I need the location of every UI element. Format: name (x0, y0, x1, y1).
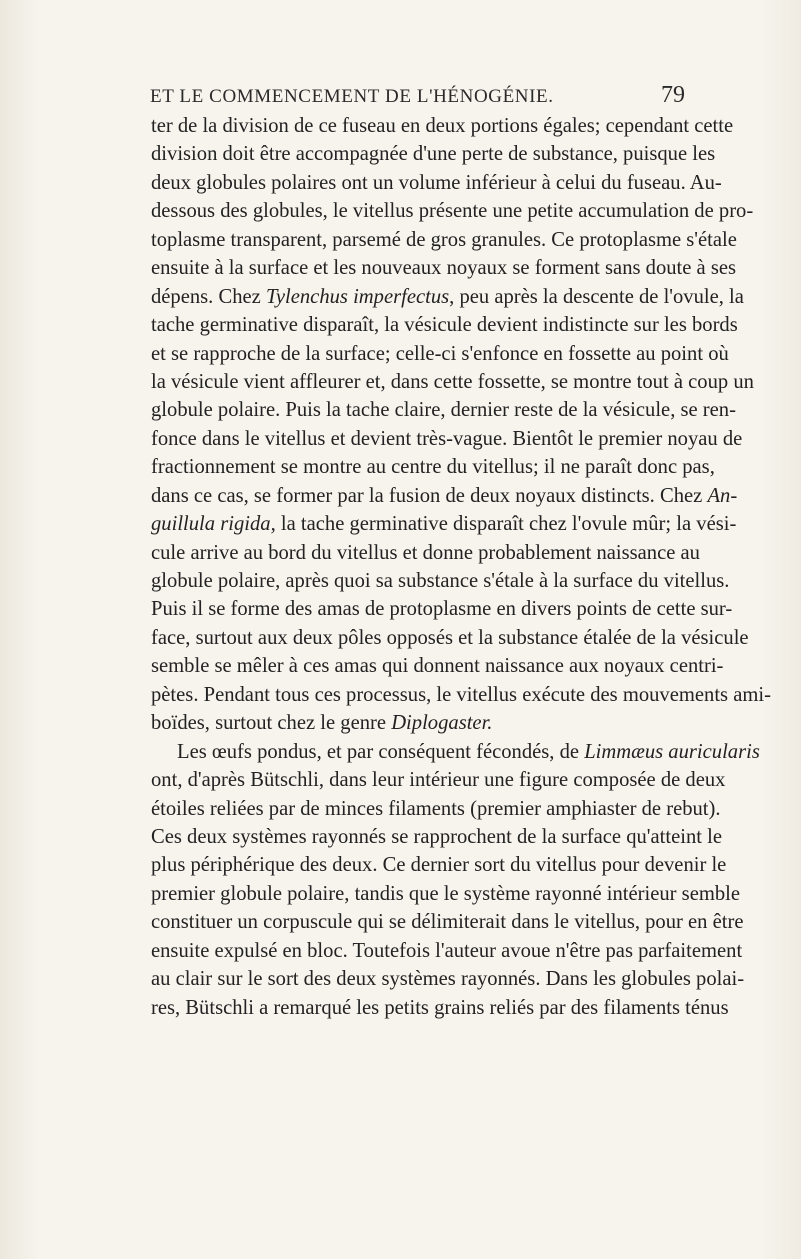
text-line (151, 595, 733, 623)
text-segment: ter de la division de ce fuseau en deux portions égales; cependant cette (151, 115, 734, 137)
text-segment: au clair sur le sort des deux systèmes rayonnés. Dans les globules polai- (151, 968, 745, 991)
text-segment: dans ce cas, se former par la fusion de deux noyaux distincts. Chez (151, 484, 708, 507)
text-line (151, 482, 738, 510)
text-segment: la tache germinative disparaît chez l'ovule mûr; la vési- (275, 513, 737, 536)
text-segment: Les œufs pondus, et par conséquent fécondés, de (177, 740, 585, 763)
text-segment: boïdes, surtout chez le genre (151, 712, 392, 735)
italic-term: An- (707, 484, 738, 507)
text-segment: dessous des globules, le vitellus présente une petite accumulation de pro- (151, 200, 754, 223)
page-header (150, 82, 685, 112)
text-line (151, 652, 724, 680)
text-segment: face, surtout aux deux pôles opposés et la substance étalée de la vésicule (151, 626, 749, 649)
text-segment: Puis il se forme des amas de protoplasme en divers points de cette sur- (151, 598, 733, 621)
text-segment: division doit être accompagnée d'une perte de substance, puisque les (151, 143, 716, 166)
text-segment: et se rapproche de la surface; celle-ci s'enfonce en fossette au point où (151, 342, 729, 365)
page-number: 79 (661, 82, 685, 108)
text-line (151, 453, 715, 481)
text-line (151, 709, 683, 737)
text-line (151, 624, 749, 652)
text-segment: globule polaire, après quoi sa substance s'étale à la surface du vitellus. (151, 570, 730, 592)
text-line (151, 283, 744, 311)
text-segment: ont, d'après Bütschli, dans leur intérieur une figure composée de deux (151, 769, 726, 792)
running-title: ET LE COMMENCEMENT DE L'HÉNOGÉNIE. (150, 86, 554, 107)
text-line (151, 368, 754, 396)
text-segment: toplasme transparent, parsemé de gros granules. Ce protoplasme s'étale (151, 228, 737, 251)
text-segment: constituer un corpuscule qui se délimiterait dans le vitellus, pour en être (151, 911, 744, 934)
text-segment: Ces deux systèmes rayonnés se rapprochent de la surface qu'atteint le (151, 825, 722, 848)
text-line (151, 823, 722, 851)
text-line (151, 738, 760, 766)
text-segment: fonce dans le vitellus et devient très-vague. Bientôt le premier noyau de (151, 427, 743, 450)
text-segment: pètes. Pendant tous ces processus, le vitellus exécute des mouvements ami- (151, 683, 771, 706)
text-line (151, 908, 744, 936)
text-segment: premier globule polaire, tandis que le système rayonné intérieur semble (151, 882, 741, 905)
text-segment: , peu après la descente de l'ovule, la (449, 285, 744, 308)
text-line (151, 311, 738, 339)
text-segment: ensuite expulsé en bloc. Toutefois l'auteur avoue n'être pas parfaitement (151, 939, 743, 962)
italic-term: Diplogaster. (391, 712, 493, 735)
body-text (151, 112, 771, 1022)
text-segment: dépens. Chez (151, 285, 266, 308)
text-segment: fractionnement se montre au centre du vitellus; il ne paraît donc pas, (151, 456, 715, 479)
text-line (151, 197, 754, 225)
text-line (151, 880, 741, 908)
text-line (151, 567, 730, 595)
text-line (151, 994, 729, 1022)
italic-term: guillula rigida, (151, 513, 276, 536)
text-line (151, 965, 745, 993)
text-segment: ensuite à la surface et les nouveaux noyaux se forment sans doute à ses (151, 257, 737, 280)
text-line (151, 539, 700, 567)
text-line (151, 396, 736, 424)
text-line (151, 510, 737, 538)
text-line (151, 795, 721, 823)
text-line (151, 681, 771, 709)
text-segment: plus périphérique des deux. Ce dernier sort du vitellus pour devenir le (151, 854, 727, 877)
text-line (151, 340, 729, 368)
text-segment: étoiles reliées par de minces filaments (premier amphiaster de rebut). (151, 797, 721, 820)
text-line (151, 851, 727, 879)
text-segment: semble se mêler à ces amas qui donnent naissance aux noyaux centri- (151, 655, 724, 678)
text-line (151, 425, 743, 453)
text-segment: globule polaire. Puis la tache claire, dernier reste de la vésicule, se ren- (151, 399, 736, 422)
text-segment: deux globules polaires ont un volume inférieur à celui du fuseau. Au- (151, 171, 722, 194)
text-segment: res, Bütschli a remarqué les petits grains reliés par des filaments ténus (151, 996, 729, 1019)
text-line (151, 169, 722, 197)
text-line (151, 937, 743, 965)
text-line (151, 226, 737, 254)
italic-term: Tylenchus imperfectus (265, 285, 450, 308)
italic-term: Limmæus auricularis (584, 740, 760, 763)
text-segment: tache germinative disparaît, la vésicule devient indistincte sur les bords (151, 314, 738, 337)
text-segment: cule arrive au bord du vitellus et donne probablement naissance au (151, 541, 700, 564)
text-line (151, 254, 737, 282)
text-segment: la vésicule vient affleurer et, dans cette fossette, se montre tout à coup un (151, 370, 754, 393)
text-line (151, 766, 726, 794)
text-line (151, 140, 716, 168)
text-line (151, 112, 734, 140)
